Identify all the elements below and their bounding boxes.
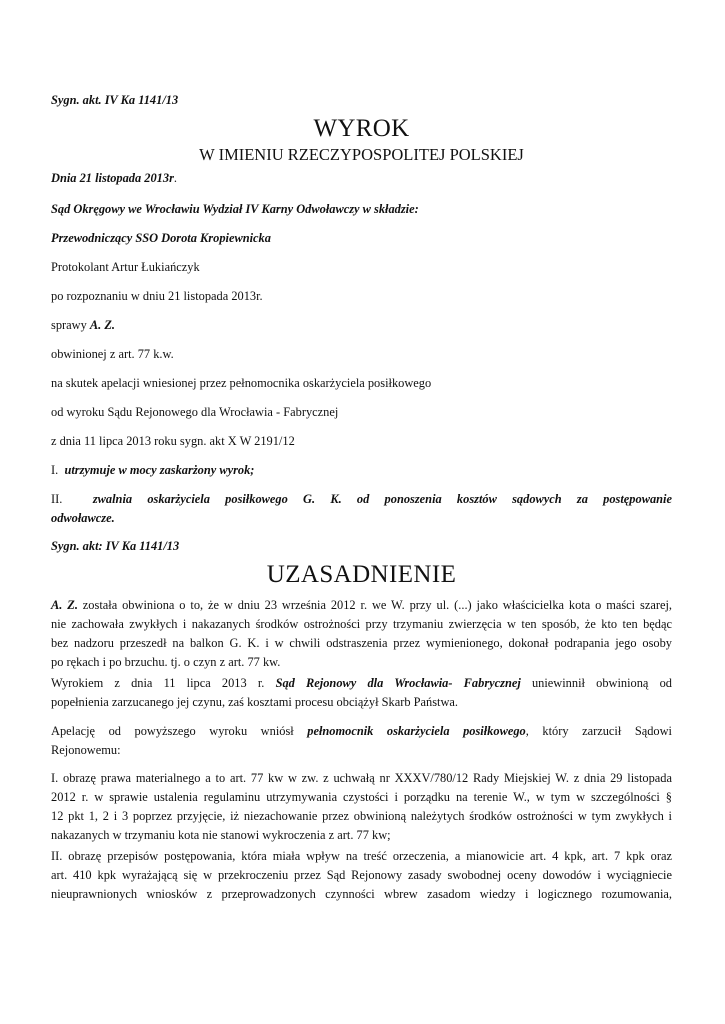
case-matter-prefix: sprawy bbox=[51, 318, 90, 332]
case-matter-name: A. Z. bbox=[89, 318, 116, 332]
ruling-item-1-number: I. bbox=[51, 463, 59, 477]
case-matter bbox=[51, 316, 672, 335]
ruling-item-1 bbox=[51, 461, 672, 480]
case-judgment-date: z dnia 11 lipca 2013 roku sygn. akt X W 2191/12 bbox=[51, 434, 295, 448]
judgment-date-suffix: . bbox=[173, 171, 177, 185]
p3-line-1 bbox=[51, 722, 672, 741]
justification-title: UZASADNIENIE bbox=[266, 561, 457, 588]
court-clerk: Protokolant Artur Łukiańczyk bbox=[51, 260, 200, 274]
p4-line-3: 12 pkt 1, 2 i 3 poprzez przyjęcie, iż niezachowanie przez obwinioną należytych środków ostrożności w tym zwykłych i bbox=[51, 809, 672, 823]
p3-party: pełnomocnik oskarżyciela posiłkowego bbox=[307, 724, 526, 738]
p4-line-4: nakazanych w trzymaniu kota nie stanowi wykroczenia z art. 77 kw; bbox=[51, 828, 391, 842]
p1-line-1 bbox=[51, 596, 672, 615]
judgment-title: WYROK bbox=[313, 115, 410, 142]
p3-before: Apelację od powyższego wyroku wniósł bbox=[51, 724, 308, 738]
justification-case-number: Sygn. akt: IV Ka 1141/13 bbox=[51, 539, 180, 553]
judgment-date-text: Dnia 21 listopada 2013r bbox=[51, 171, 174, 185]
ruling-item-2-number: II. bbox=[51, 492, 63, 506]
ruling-item-2-line-1 bbox=[51, 490, 672, 509]
p3-line-2: Rejonowemu: bbox=[51, 743, 121, 757]
p1-name: A. Z. bbox=[51, 598, 78, 612]
p5-line-1: II. obrazę przepisów postępowania, która miała wpływ na treść orzeczenia, a mianowicie art. 4 kpk, art. 7 kpk oraz bbox=[51, 849, 672, 863]
p5-line-2: art. 410 kpk wyrażającą się w przekroczeniu przez Sąd Rejonowy zasady swobodnej oceny dowodów i wyciągniecie bbox=[51, 868, 672, 882]
ruling-item-2-text-1: zwalnia oskarżyciela posiłkowego G. K. od ponoszenia kosztów sądowych za postępowanie bbox=[92, 492, 672, 506]
ruling-item-1-text: utrzymuje w mocy zaskarżony wyrok; bbox=[64, 463, 255, 477]
p4-line-1: I. obrazę prawa materialnego a to art. 77 kw w zw. z uchwałą nr XXXV/780/12 Rady Miejskiej W. z dnia 29 listopada bbox=[51, 771, 672, 785]
p1-text-1: została obwiniona o to, że w dniu 23 września 2012 r. we W. przy ul. (...) jako właścicielka kota o maści szarej, bbox=[77, 598, 672, 612]
judgment-subtitle: W IMIENIU RZECZYPOSPOLITEJ POLSKIEJ bbox=[199, 145, 524, 164]
p2-after: uniewinnił obwinioną od bbox=[520, 676, 672, 690]
p1-line-4: po rękach i po brzuchu. tj. o czyn z art. 77 kw. bbox=[51, 655, 281, 669]
case-number: Sygn. akt. IV Ka 1141/13 bbox=[51, 93, 179, 107]
p1-line-2: nie zachowała zwykłych i nakazanych środków ostrożności przy trzymaniu zwierzęcia w ten sposób, że kto ten będąc bbox=[51, 617, 672, 631]
p5-line-3: nieuprawnionych wniosków z przeprowadzonych czynności wbrew zasadom wiedzy i logicznego rozumowania, bbox=[51, 887, 672, 901]
p2-line-2: popełnienia zarzucanego jej czynu, zaś kosztami procesu obciążył Skarb Państwa. bbox=[51, 695, 459, 709]
p2-court: Sąd Rejonowy dla Wrocławia- Fabrycznej bbox=[275, 676, 521, 690]
p1-line-3: bez nadzoru przeszedł na balkon G. K. i w chwili odstraszenia przez wymienionego, dokonał podrapania jego osoby bbox=[51, 636, 672, 650]
ruling-item-2-line-2: odwoławcze. bbox=[51, 511, 115, 525]
p4-line-2: 2012 r. w sprawie ustalenia regulaminu utrzymywania czystości i porządku na terenie W., w tym w szczególności § bbox=[51, 790, 672, 804]
document-page bbox=[51, 0, 672, 1024]
case-appeal: na skutek apelacji wniesionej przez pełnomocnika oskarżyciela posiłkowego bbox=[51, 376, 432, 390]
hearing-date: po rozpoznaniu w dniu 21 listopada 2013r. bbox=[51, 289, 263, 303]
court-composition: Sąd Okręgowy we Wrocławiu Wydział IV Karny Odwoławczy w składzie: bbox=[51, 202, 419, 216]
case-charge: obwinionej z art. 77 k.w. bbox=[51, 347, 174, 361]
judgment-date bbox=[51, 169, 672, 188]
p2-before: Wyrokiem z dnia 11 lipca 2013 r. bbox=[51, 676, 276, 690]
court-chair: Przewodniczący SSO Dorota Kropiewnicka bbox=[51, 231, 271, 245]
p2-line-1 bbox=[51, 674, 672, 693]
case-judgment-from: od wyroku Sądu Rejonowego dla Wrocławia - Fabrycznej bbox=[51, 405, 339, 419]
p3-after: , który zarzucił Sądowi bbox=[525, 724, 672, 738]
